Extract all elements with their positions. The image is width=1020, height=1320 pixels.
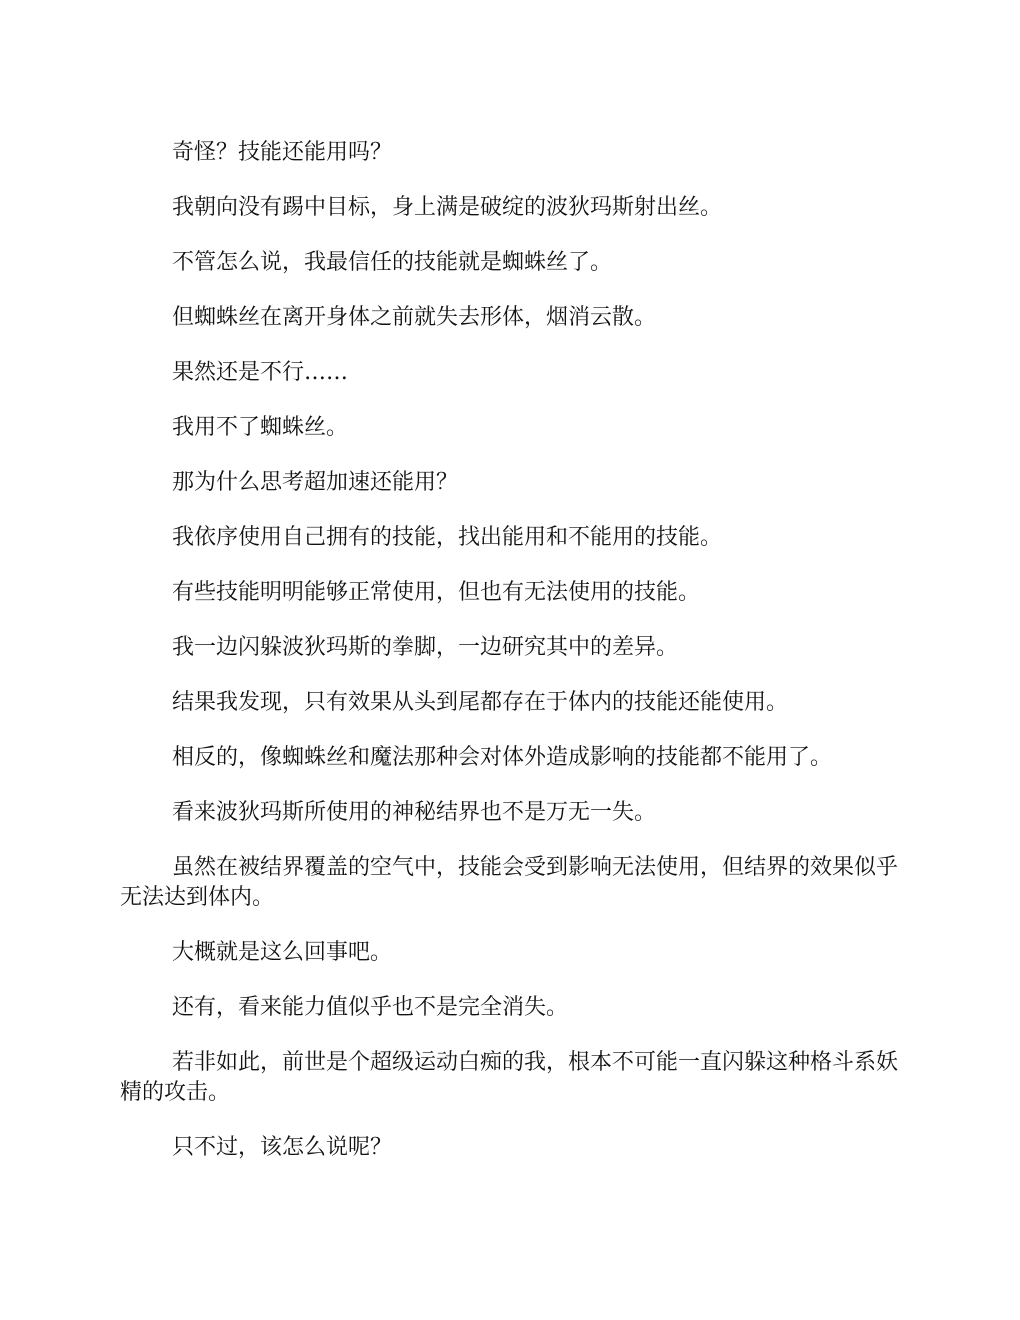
paragraph-5: 果然还是不行…… xyxy=(172,360,349,385)
paragraph-12: 相反的，像蜘蛛丝和魔法那种会对体外造成影响的技能都不能用了。 xyxy=(172,745,833,770)
paragraph-3: 不管怎么说，我最信任的技能就是蜘蛛丝了。 xyxy=(172,250,613,275)
paragraph-2: 我朝向没有踢中目标，身上满是破绽的波狄玛斯射出丝。 xyxy=(172,195,723,220)
document-page xyxy=(120,138,900,1188)
paragraph-17: 若非如此，前世是个超级运动白痴的我，根本不可能一直闪躲这种格斗系妖精的攻击。 xyxy=(120,1050,899,1105)
paragraph-6: 我用不了蜘蛛丝。 xyxy=(172,415,349,440)
paragraph-16: 还有，看来能力值似乎也不是完全消失。 xyxy=(172,995,569,1020)
paragraph-4: 但蜘蛛丝在离开身体之前就失去形体，烟消云散。 xyxy=(172,305,657,330)
paragraph-13: 看来波狄玛斯所使用的神秘结界也不是万无一失。 xyxy=(172,800,657,825)
paragraph-14: 虽然在被结界覆盖的空气中，技能会受到影响无法使用，但结界的效果似乎无法达到体内。 xyxy=(120,855,899,910)
paragraph-15: 大概就是这么回事吧。 xyxy=(172,940,393,965)
paragraph-1: 奇怪？技能还能用吗？ xyxy=(172,140,393,165)
paragraph-18: 只不过，该怎么说呢？ xyxy=(172,1135,393,1160)
paragraph-7: 那为什么思考超加速还能用？ xyxy=(172,470,459,495)
paragraph-8: 我依序使用自己拥有的技能，找出能用和不能用的技能。 xyxy=(172,525,723,550)
paragraph-10: 我一边闪躲波狄玛斯的拳脚，一边研究其中的差异。 xyxy=(172,635,679,660)
paragraph-9: 有些技能明明能够正常使用，但也有无法使用的技能。 xyxy=(172,580,701,605)
paragraph-11: 结果我发现，只有效果从头到尾都存在于体内的技能还能使用。 xyxy=(172,690,789,715)
